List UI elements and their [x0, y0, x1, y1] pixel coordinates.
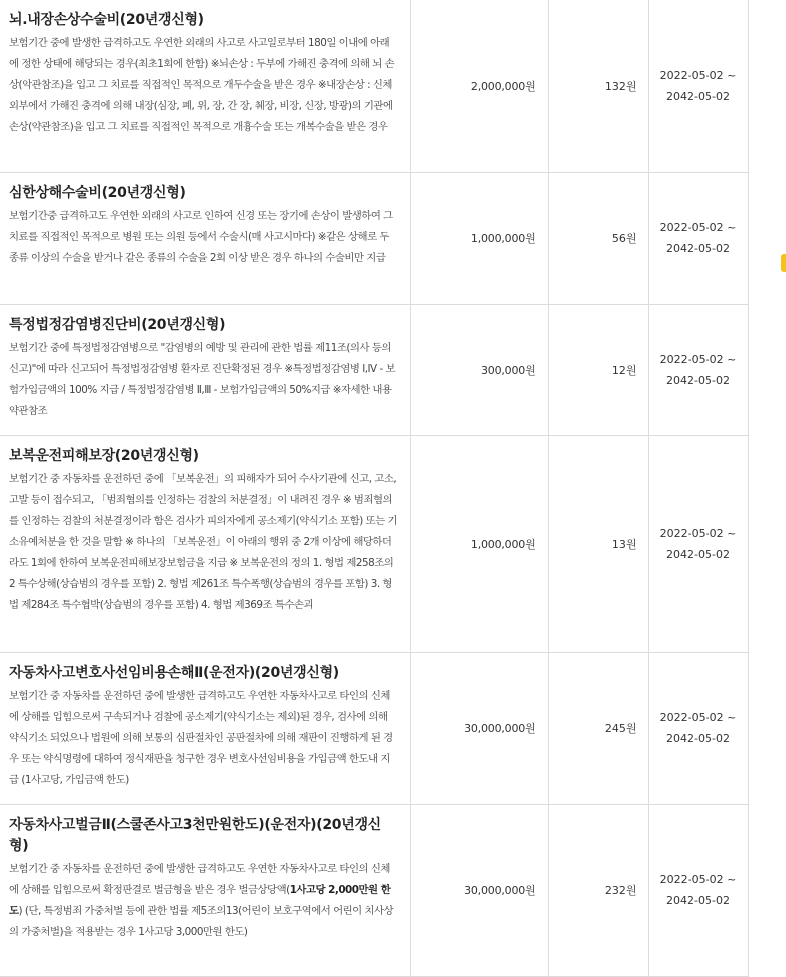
period-start: 2022-05-02 ~: [659, 352, 737, 366]
table-row: [0, 304, 748, 435]
coverage-amount: 300,000원: [410, 304, 548, 435]
coverage-title: 자동차사고벌금Ⅱ(스쿨존사고3천만원한도)(운전자)(20년갱신형): [9, 816, 381, 854]
coverage-description-cell: [0, 0, 410, 172]
period-start: 2022-05-02 ~: [659, 68, 737, 82]
table-row: [0, 804, 748, 976]
coverage-description: 보험기간 중에 특정법정감염병으로 "감염병의 예방 및 관리에 관한 법률 제11조(의사 등의 신고)"에 따라 신고되어 특정법정감염병 환자로 진단확정된 경우 ※특정법정감염병 Ⅰ,Ⅳ - 보험가입금액의 100% 지급 / 특정법정감염병 Ⅱ,Ⅲ - 보험가입금액의 50%지급 ※자세한 내용 약관참조: [9, 341, 396, 417]
period-start: 2022-05-02 ~: [659, 711, 737, 724]
table-row: [0, 652, 748, 804]
table-row: [0, 0, 748, 172]
coverage-premium: 12원: [548, 304, 648, 435]
coverage-amount: 1,000,000원: [410, 435, 548, 652]
coverage-title: 자동차사고변호사선임비용손해Ⅱ(운전자)(20년갱신형): [9, 664, 339, 681]
coverage-description-cell: [0, 172, 410, 304]
description-text: 보험기간 중 자동차를 운전하던 중에 발생한 급격하고도 우연한 자동차사고로 타인의 신체에 상해를 입힘으로써 확정판결로 벌금형을 받은 경우 벌금상당액(: [9, 862, 390, 896]
period-end: 2042-05-02: [666, 547, 730, 561]
period-end: 2042-05-02: [666, 894, 730, 907]
coverage-description-cell: [0, 435, 410, 652]
coverage-premium: 232원: [548, 804, 648, 976]
coverage-description: 보험기간 중 자동차를 운전하던 중에 발생한 급격하고도 우연한 자동차사고로 타인의 신체에 상해를 입힘으로써 구속되거나 검찰에 공소제기(약식기소는 제외)된 경우, 검사에 의해 약식기소 되었으나 법원에 의해 보통의 심판절차인 공판절차에 의해 재판이 진행하게 된 경우 또는 약식명령에 대하여 정식재판을 청구한 경우 변호사선임비용을 가입금액 한도내 지급 (1사고당, 가입금액 한도): [9, 689, 393, 786]
coverage-description: 보험기간 중에 발생한 급격하고도 우연한 외래의 사고로 사고일로부터 180일 이내에 아래에 정한 상태에 해당되는 경우(최초1회에 한함) ※뇌손상 : 두부에 가해진 충격에 의해 뇌 손상(악관참조)을 입고 그 치료를 직접적인 목적으로 개두수술을 받은 경우 ※내장손상 : 신체 외부에서 가해진 충격에 의해 내장(심장, 폐, 위, 장, 간 장, 췌장, 비장, 신장, 방광)의 기관에 손상(약관참조)을 입고 그 치료를 직접적인 목적으로 개흉수술 또는 개복수술을 받은 경우: [9, 37, 395, 133]
period-end: 2042-05-02: [666, 732, 730, 745]
description-highlight: 1사고당 2,000만원 한도: [9, 883, 391, 917]
period-end: 2042-05-02: [666, 89, 730, 103]
coverage-description-cell: [0, 652, 410, 804]
description-text: ) (단, 특정범죄 가중처벌 등에 관한 법률 제5조의13(어린이 보호구역에서 어린이 치사상의 가중처벌)을 적용받는 경우 1사고당 3,000만원 한도): [9, 904, 394, 938]
coverage-amount: 1,000,000원: [410, 172, 548, 304]
coverage-premium: 245원: [548, 652, 648, 804]
coverage-title: 심한상해수술비(20년갱신형): [9, 184, 186, 201]
floating-tab-handle[interactable]: [781, 254, 786, 272]
table-row: [0, 172, 748, 304]
coverage-period: [648, 804, 748, 976]
coverage-title: 보복운전피해보장(20년갱신형): [9, 447, 199, 464]
coverage-description: [9, 859, 398, 943]
coverage-amount: 30,000,000원: [410, 804, 548, 976]
coverage-period: [648, 0, 748, 172]
coverage-period: [648, 435, 748, 652]
coverage-description: 보험기간중 급격하고도 우연한 외래의 사고로 인하여 신경 또는 장기에 손상이 발생하여 그 치료를 직접적인 목적으로 병원 또는 의원 등에서 수술시(매 사고시마다) ※같은 상해로 두 종류 이상의 수술을 받거나 같은 종류의 수술을 2회 이상 받은 경우 하나의 수술비만 지급: [9, 209, 393, 264]
coverage-title: 뇌.내장손상수술비(20년갱신형): [9, 12, 204, 28]
coverage-description-cell: [0, 304, 410, 435]
coverage-description-cell: [0, 804, 410, 976]
period-start: 2022-05-02 ~: [659, 221, 737, 234]
period-start: 2022-05-02 ~: [659, 526, 737, 540]
period-end: 2042-05-02: [666, 373, 730, 387]
coverage-title: 특정법정감염병진단비(20년갱신형): [9, 316, 226, 333]
period-end: 2042-05-02: [666, 242, 730, 255]
coverage-description: 보험기간 중 자동차를 운전하던 중에 「보복운전」의 피해자가 되어 수사기관에 신고, 고소, 고발 등이 접수되고, 「범죄혐의를 인정하는 검찰의 처분결정」이 내려진 경우 ※ 범죄혐의를 인정하는 검찰의 처분결정이라 함은 검사가 피의자에게 공소제기(약식기소 포함) 또는 기소유예처분을 한 것을 말함 ※ 하나의 「보복운전」이 아래의 행위 중 2개 이상에 해당하더라도 1회에 한하여 보복운전피해보장보험금을 지급 ※ 보복운전의 정의 1. 형법 제258조의2 특수상해(상습범의 경우를 포함) 2. 형법 제261조 특수폭행(상습범의 경우를 포함) 3. 형법 제284조 특수협박(상습범의 경우를 포함) 4. 형법 제369조 특수손괴: [9, 472, 398, 611]
coverage-amount: 2,000,000원: [410, 0, 548, 172]
coverage-period: [648, 652, 748, 804]
coverage-premium: 13원: [548, 435, 648, 652]
coverage-premium: 56원: [548, 172, 648, 304]
period-start: 2022-05-02 ~: [659, 873, 737, 886]
coverage-amount: 30,000,000원: [410, 652, 548, 804]
coverage-period: [648, 172, 748, 304]
table-row: [0, 435, 748, 652]
coverage-premium: 132원: [548, 0, 648, 172]
coverage-period: [648, 304, 748, 435]
